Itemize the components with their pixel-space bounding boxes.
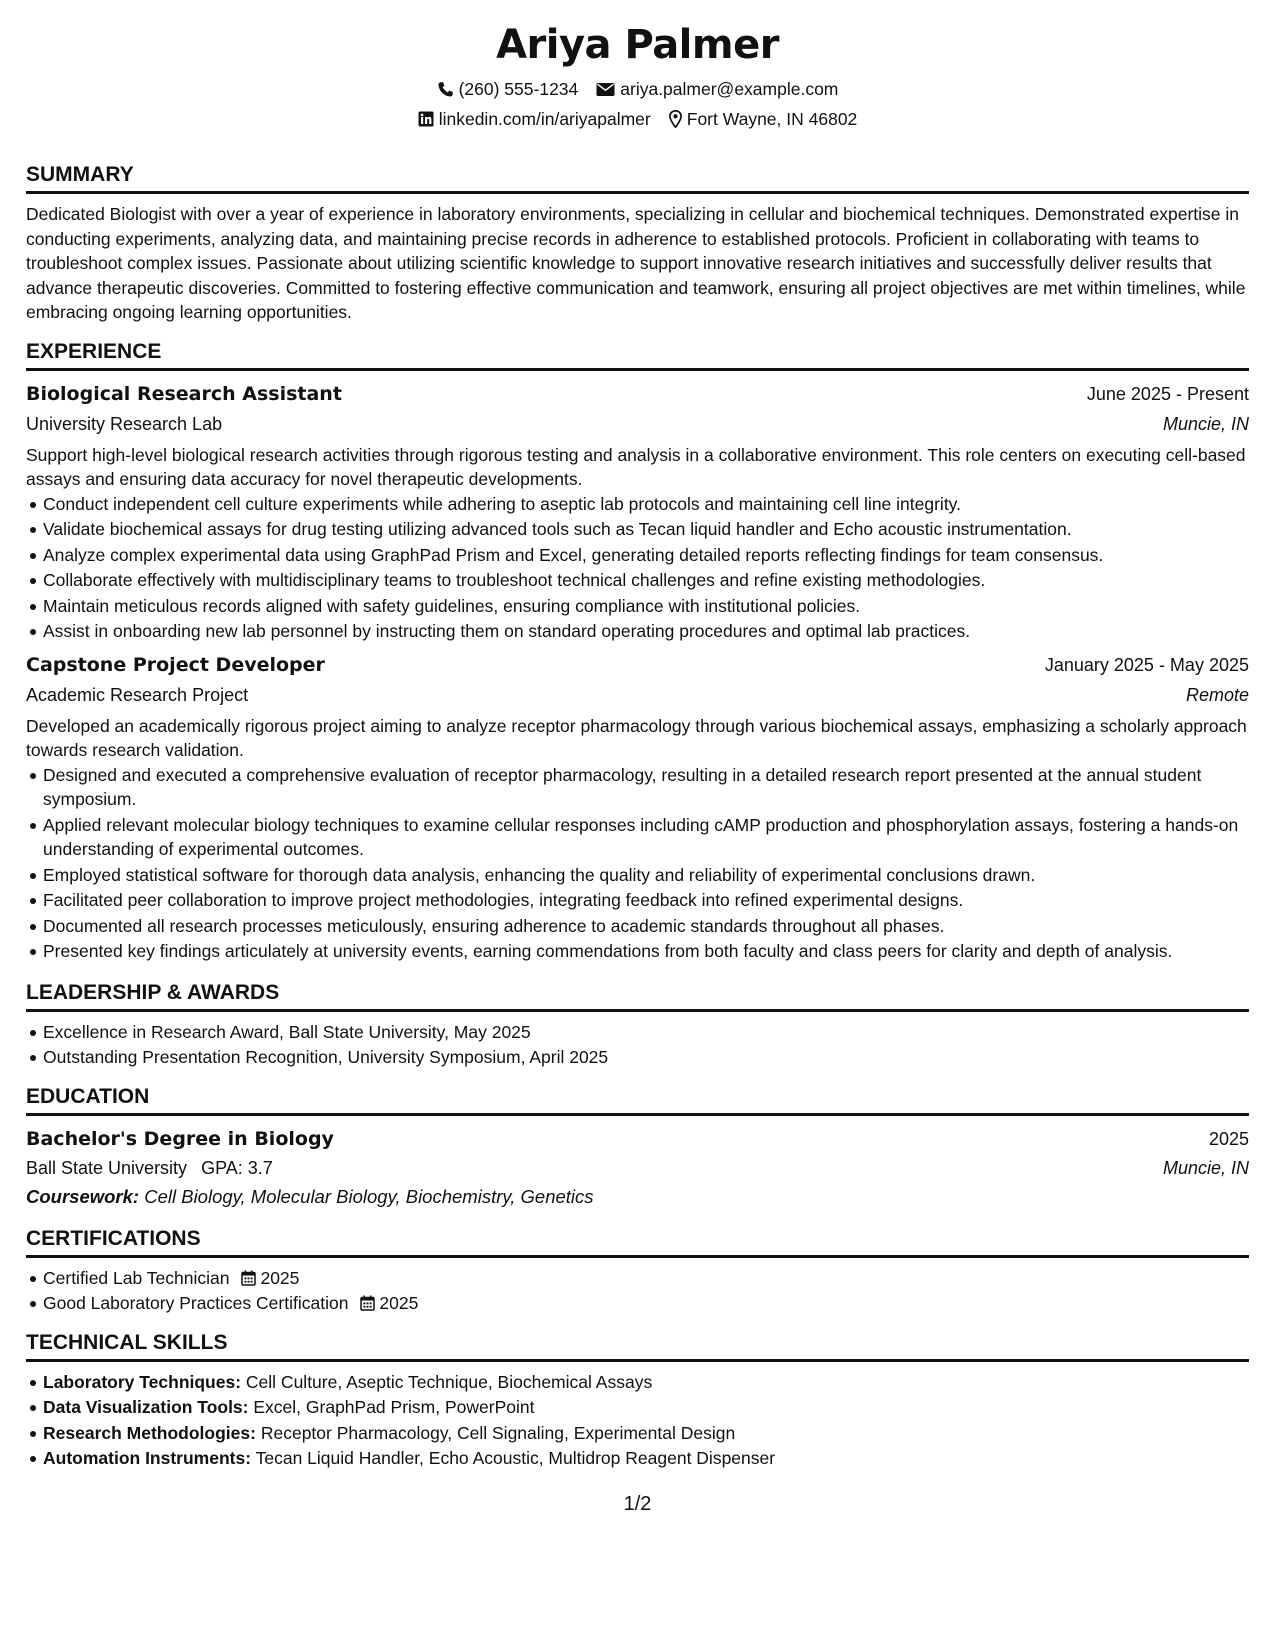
location-text: Fort Wayne, IN 46802 xyxy=(686,108,858,129)
coursework-list: Cell Biology, Molecular Biology, Biochemistry, Genetics xyxy=(144,1185,594,1207)
list-item: Collaborate effectively with multidisciplinary teams to troubleshoot technical challenges and refine existing methodologies. xyxy=(43,568,1249,593)
certifications-heading: CERTIFICATIONS xyxy=(26,1226,1249,1258)
summary-heading: SUMMARY xyxy=(26,162,1249,194)
experience-heading: EXPERIENCE xyxy=(26,339,1249,371)
skills-section xyxy=(26,1330,1249,1471)
list-item xyxy=(43,1421,1249,1446)
education-heading: EDUCATION xyxy=(26,1084,1249,1116)
education-section xyxy=(26,1084,1249,1212)
graduation-year: 2025 xyxy=(1208,1128,1249,1149)
job-organization: Academic Research Project xyxy=(26,684,249,705)
list-item xyxy=(43,1395,1249,1420)
job-description: Developed an academically rigorous project aiming to analyze receptor pharmacology through various biochemical assays, emphasizing a scholarly approach towards research validation. xyxy=(26,715,1247,760)
cert-year: 2025 xyxy=(260,1267,300,1288)
job-bullet-list xyxy=(26,763,1249,964)
cert-year: 2025 xyxy=(379,1293,419,1313)
job-title: Capstone Project Developer xyxy=(26,653,325,676)
list-item: Outstanding Presentation Recognition, University Symposium, April 2025 xyxy=(43,1045,1249,1070)
list-item: Excellence in Research Award, Ball State University, May 2025 xyxy=(43,1020,1249,1045)
list-item xyxy=(43,1291,1249,1316)
candidate-name: Ariya Palmer xyxy=(496,22,779,68)
certifications-list xyxy=(26,1266,1249,1316)
coursework-label: Coursework: xyxy=(26,1185,140,1207)
list-item: Facilitated peer collaboration to improve project methodologies, integrating feedback into refined experimental designs. xyxy=(43,888,1249,913)
job-location: Remote xyxy=(1185,684,1249,705)
skill-label: Research Methodologies: xyxy=(43,1422,256,1443)
contact-line-primary xyxy=(26,74,1249,104)
job-dates: January 2025 - May 2025 xyxy=(1044,654,1249,675)
gpa: GPA: 3.7 xyxy=(201,1157,273,1178)
coursework xyxy=(26,1182,1249,1212)
contact-phone xyxy=(437,79,579,100)
contact-email[interactable] xyxy=(596,79,838,100)
list-item: Assist in onboarding new lab personnel by instructing them on standard operating procedures and optimal lab practices. xyxy=(43,619,1249,644)
list-item xyxy=(43,1446,1249,1471)
skill-value: Excel, GraphPad Prism, PowerPoint xyxy=(253,1397,535,1417)
calendar-icon xyxy=(241,1270,256,1286)
linkedin-text: linkedin.com/in/ariyapalmer xyxy=(438,108,651,129)
list-item: Conduct independent cell culture experiments while adhering to aseptic lab protocols and maintaining cell line integrity. xyxy=(43,492,1249,517)
skill-label: Data Visualization Tools: xyxy=(43,1397,249,1417)
leadership-heading: LEADERSHIP & AWARDS xyxy=(26,980,1249,1012)
map-pin-icon xyxy=(669,110,682,128)
job-dates: June 2025 - Present xyxy=(1086,383,1249,404)
linkedin-icon xyxy=(418,111,434,127)
list-item: Designed and executed a comprehensive evaluation of receptor pharmacology, resulting in a detailed research report presented at the annual student symposium. xyxy=(43,763,1249,812)
job-bullet-list xyxy=(26,492,1249,644)
list-item: Validate biochemical assays for drug testing utilizing advanced tools such as Tecan liquid handler and Echo acoustic instrumentation. xyxy=(43,517,1249,542)
skills-heading: TECHNICAL SKILLS xyxy=(26,1330,1249,1362)
cert-name: Certified Lab Technician xyxy=(43,1267,230,1288)
job-description: Support high-level biological research activities through rigorous testing and analysis in a collaborative environment. This role centers on executing cell-based assays and ensuring data accuracy for novel therapeutic developments. xyxy=(26,444,1246,489)
list-item xyxy=(43,1370,1249,1395)
skill-value: Tecan Liquid Handler, Echo Acoustic, Multidrop Reagent Dispenser xyxy=(255,1448,776,1468)
list-item: Documented all research processes meticulously, ensuring adherence to academic standards throughout all phases. xyxy=(43,914,1249,939)
list-item: Maintain meticulous records aligned with safety guidelines, ensuring compliance with institutional policies. xyxy=(43,594,1249,619)
skill-value: Cell Culture, Aseptic Technique, Biochemical Assays xyxy=(245,1371,653,1392)
envelope-icon xyxy=(596,82,615,97)
job-entry xyxy=(26,650,1249,964)
job-entry xyxy=(26,379,1249,644)
awards-list xyxy=(26,1020,1249,1070)
phone-text: (260) 555-1234 xyxy=(458,78,579,99)
leadership-section xyxy=(26,980,1249,1070)
contact-line-secondary xyxy=(26,104,1249,134)
skill-value: Receptor Pharmacology, Cell Signaling, Experimental Design xyxy=(260,1422,736,1443)
cert-name: Good Laboratory Practices Certification xyxy=(43,1293,349,1313)
list-item: Employed statistical software for thorough data analysis, enhancing the quality and reliability of experimental conclusions drawn. xyxy=(43,863,1249,888)
school-location: Muncie, IN xyxy=(1162,1157,1249,1178)
summary-text: Dedicated Biologist with over a year of experience in laboratory environments, specializing in cellular and biochemical techniques. Demonstrated expertise in conducting experiments, analyzing data, and maintaining precise records in adherence to established protocols. Proficient in collaborating with teams to troubleshoot complex issues. Passionate about utilizing scientific knowledge to support innovative research initiatives and successfully deliver results that advance therapeutic discoveries. Committed to fostering effective communication and teamwork, ensuring all project objectives are met within timelines, while embracing ongoing learning opportunities. xyxy=(26,204,1246,322)
school-name: Ball State University xyxy=(26,1157,188,1178)
list-item: Applied relevant molecular biology techniques to examine cellular responses including cAMP production and phosphorylation assays, fostering a hands-on understanding of experimental outcomes. xyxy=(43,813,1249,862)
contact-location xyxy=(669,109,858,130)
list-item: Analyze complex experimental data using GraphPad Prism and Excel, generating detailed reports reflecting findings for team consensus. xyxy=(43,543,1249,568)
certifications-section xyxy=(26,1226,1249,1316)
job-title: Biological Research Assistant xyxy=(26,382,342,405)
contact-linkedin[interactable] xyxy=(418,109,651,130)
page-number: 1/2 xyxy=(623,1493,652,1515)
phone-icon xyxy=(437,81,454,98)
skills-list xyxy=(26,1370,1249,1471)
job-organization: University Research Lab xyxy=(26,413,223,434)
list-item: Presented key findings articulately at university events, earning commendations from both faculty and class peers for clarity and depth of analysis. xyxy=(43,939,1249,964)
degree-title: Bachelor's Degree in Biology xyxy=(26,1127,334,1150)
skill-label: Automation Instruments: xyxy=(43,1448,252,1468)
calendar-icon xyxy=(360,1295,375,1311)
list-item xyxy=(43,1266,1249,1291)
experience-section xyxy=(26,339,1249,964)
job-location: Muncie, IN xyxy=(1162,413,1249,434)
summary-section xyxy=(26,162,1249,325)
skill-label: Laboratory Techniques: xyxy=(43,1371,242,1392)
email-text: ariya.palmer@example.com xyxy=(620,78,839,99)
